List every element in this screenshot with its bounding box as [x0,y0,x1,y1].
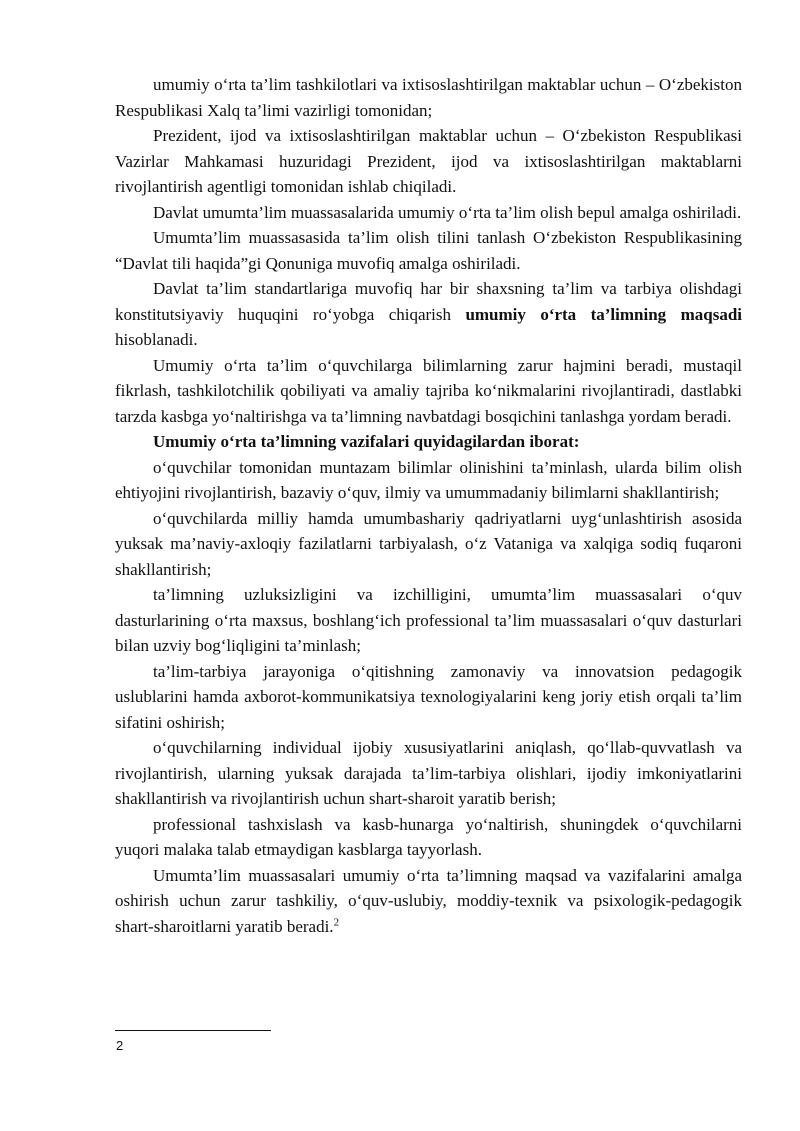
paragraph-5-end: hisoblanadi. [115,330,198,349]
paragraph-5-text: Davlat ta’lim standartlariga muvofiq har bir shaxsning ta’lim va tarbiya olishdagi konstitutsiyaviy huquqini ro‘yobga chiqarish [115,279,742,324]
paragraph-5-bold: umumiy o‘rta ta’limning maqsadi [465,304,742,324]
task-item-4: ta’lim-tarbiya jarayoniga o‘qitishning zamonaviy va innovatsion pedagogik uslublarini hamda axborot-kommunikatsiya texnologiyalarini keng joriy etish orqali ta’lim sifatini oshirish; [115,661,742,732]
paragraph-6: Umumiy o‘rta ta’lim o‘quvchilarga bilimlarning zarur hajmini beradi, mustaqil fikrlash, tashkilotchilik qobiliyati va amaliy tajriba ko‘nikmalarini rivojlantiradi, dastlabki tarzda kasbga yo‘naltirishga va ta’limning navbatdagi bosqichini tanlashga yordam beradi. [115,355,742,426]
task-item-5: o‘quvchilarning individual ijobiy xususiyatlarini aniqlash, qo‘llab-quvvatlash va rivojlantirish, ularning yuksak darajada ta’lim-tarbiya olishlari, ijodiy imkoniyatlarini shakllantirish va rivojlantirish uchun shart-sharoit yaratib berish; [115,738,742,808]
paragraph-4: Umumta’lim muassasasida ta’lim olish tilini tanlash O‘zbekiston Respublikasining “Davlat tili haqida”gi Qonuniga muvofiq amalga oshiriladi. [115,228,742,273]
task-item-2: o‘quvchilarda milliy hamda umumbashariy qadriyatlarni uyg‘unlashtirish asosida yuksak ma’naviy-axloqiy fazilatlarni tarbiyalash, o‘z Vataniga va xalqiga sodiq fuqaroni shakllantirish; [115,508,742,579]
paragraph-3: Davlat umumta’lim muassasalarida umumiy o‘rta ta’lim olish bepul amalga oshiriladi. [153,202,742,222]
paragraph-2: Prezident, ijod va ixtisoslashtirilgan maktablar uchun – O‘zbekiston Respublikasi Vazirlar Mahkamasi huzuridagi Prezident, ijod va ixtisoslashtirilgan maktablarni rivojlantirish agentligi tomonidan ishlab chiqiladi. [115,126,742,196]
task-item-6: professional tashxislash va kasb-hunarga yo‘naltirish, shuningdek o‘quvchilarni yuqori malaka talab etmaydigan kasblarga tayyorlash. [115,814,742,859]
body-text [115,72,742,939]
task-item-1: o‘quvchilar tomonidan muntazam bilimlar olinishini ta’minlash, ularda bilim olish ehtiyojini rivojlantirish, bazaviy o‘quv, ilmiy va umummadaniy bilimlarni shakllantirish; [115,457,742,502]
paragraph-1: umumiy o‘rta ta’lim tashkilotlari va ixtisoslashtirilgan maktablar uchun – O‘zbekiston Respublikasi Xalq ta’limi vazirligi tomonidan; [115,75,742,120]
section-heading [115,429,742,455]
footnote-reference[interactable]: 2 [333,915,340,928]
footnote-separator [115,1030,271,1031]
footnote-number: 2 [116,1038,124,1053]
task-item-3: ta’limning uzluksizligini va izchilligini, umumta’lim muassasalari o‘quv dasturlarining o‘rta maxsus, boshlang‘ich professional ta’lim muassasalari o‘quv dasturlari bilan uzviy bog‘liqligini ta’minlash; [115,585,742,655]
closing-paragraph [115,863,742,940]
paragraph-5 [115,276,742,353]
closing-paragraph-text: Umumta’lim muassasalari umumiy o‘rta ta’limning maqsad va vazifalarini amalga oshirish uchun zarur tashkiliy, o‘quv-uslubiy, moddiy-texnik va psixologik-pedagogik shart-sharoitlarni yaratib beradi. [115,865,742,936]
section-heading-text: Umumiy o‘rta ta’limning vazifalari quyidagilardan iborat: [153,432,580,451]
